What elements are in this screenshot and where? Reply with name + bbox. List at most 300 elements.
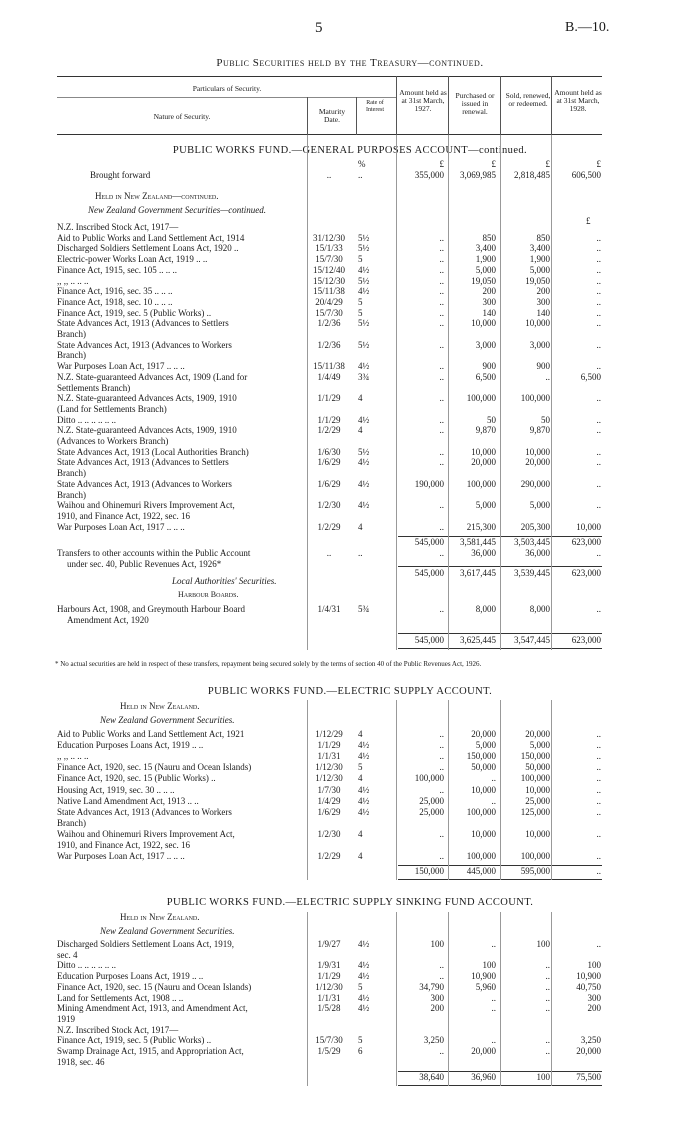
cell-name: N.Z. State-guaranteed Advances Acts, 1909, 1910	[57, 425, 237, 436]
table-row	[0, 233, 700, 244]
cell-a: ..	[439, 960, 444, 971]
cell-b: 20,000	[471, 457, 496, 468]
table-row	[0, 425, 700, 436]
table-row	[0, 436, 700, 447]
cell-d: ..	[596, 740, 601, 751]
cell-c: 50,000	[525, 762, 550, 773]
cell-a: ..	[439, 457, 444, 468]
cell-d: 3,250	[580, 1035, 601, 1046]
nz-gov-securities-heading: New Zealand Government Securities—continued.	[88, 205, 266, 215]
cell-d: 10,900	[576, 971, 601, 982]
s3-rule-v5	[500, 912, 501, 1086]
cell-d: ..	[596, 795, 601, 806]
section-title-sinking-fund: PUBLIC WORKS FUND.—ELECTRIC SUPPLY SINKING FUND ACCOUNT.	[166, 897, 534, 908]
cell-c: 50	[541, 414, 550, 425]
cell-c: 900	[536, 361, 550, 372]
col-rate: Rate of Interest	[366, 100, 384, 113]
cell-a: 34,790	[419, 981, 444, 992]
cell-b: 10,000	[471, 446, 496, 457]
cell-c: 3,400	[529, 243, 550, 254]
cell-c: ..	[545, 1046, 550, 1056]
cell-a: ..	[439, 232, 444, 243]
cell-rate: 4½	[358, 939, 370, 949]
table-row	[0, 773, 700, 784]
cell-b: ..	[491, 795, 496, 806]
table-row	[0, 457, 700, 468]
cell-mat: 1/1/31	[317, 992, 341, 1003]
cell-a: ..	[439, 740, 444, 751]
table-row	[0, 982, 700, 993]
cell-name: Education Purposes Loans Act, 1919 .. ..	[57, 971, 204, 982]
cell-d: 300	[587, 992, 601, 1003]
cell-b: 50	[487, 414, 496, 425]
cell-a: ..	[439, 425, 444, 436]
cell-mat: 15/12/30	[312, 275, 345, 286]
transfers-row-cont: under sec. 40, Public Revenues Act, 1926*	[67, 559, 222, 569]
cell-c: 5,000	[529, 500, 550, 511]
table-row	[0, 372, 700, 383]
cell-b: 10,000	[471, 828, 496, 839]
cell-rate: 5½	[358, 318, 370, 329]
s2-held-nz-heading: Held in New Zealand.	[120, 701, 200, 711]
document-reference: B.—10.	[565, 20, 610, 35]
cell-d: ..	[596, 425, 601, 436]
harbour-row-cont: Amendment Act, 1920	[67, 615, 149, 625]
table-row	[0, 818, 700, 829]
cell-name: State Advances Act, 1913 (Advances to Workers	[57, 339, 232, 350]
cell-name: Finance Act, 1920, sec. 15 (Public Works) ..	[57, 773, 216, 784]
cell-b: 300	[482, 296, 496, 307]
cell-a: ..	[439, 971, 444, 982]
cell-c: 300	[536, 296, 550, 307]
cell-c: 25,000	[525, 795, 550, 806]
cell-a: ..	[439, 371, 444, 382]
cell-mat: 1/2/36	[317, 339, 341, 350]
cell-name: War Purposes Loan Act, 1917 .. .. ..	[57, 361, 185, 372]
cell-a: ..	[439, 828, 444, 839]
cell-name: Discharged Soldiers Settlement Loans Act, 1920 ..	[57, 243, 239, 254]
cell-c: 5,000	[529, 264, 550, 275]
cell-name: Discharged Soldiers Settlement Loans Act, 1919,	[57, 939, 235, 949]
cell-mat: 1/6/29	[317, 457, 341, 468]
table-row	[0, 960, 700, 971]
s3-rule-v4	[448, 912, 449, 1086]
cell-a: ..	[439, 264, 444, 275]
cell-a: ..	[439, 446, 444, 457]
table-row	[0, 329, 700, 340]
cell-b: 140	[482, 307, 496, 318]
cell-d: ..	[596, 806, 601, 817]
cell-b: ..	[491, 773, 496, 784]
table-row	[0, 297, 700, 308]
cell-c: 100,000	[520, 773, 550, 784]
cell-a: ..	[439, 851, 444, 862]
table-row	[0, 939, 700, 950]
table-row	[0, 243, 700, 254]
cell-d: 6,500	[580, 371, 601, 382]
cell-name: Finance Act, 1919, sec. 5 (Public Works) ..	[57, 1035, 212, 1046]
table-row	[0, 1046, 700, 1057]
cell-rate: 4½	[358, 264, 370, 275]
cell-a: ..	[439, 393, 444, 404]
cell-a: ..	[439, 521, 444, 532]
cell-rate: 4½	[358, 414, 370, 425]
s2-rule-v1	[307, 700, 308, 880]
cell-a: 190,000	[414, 478, 444, 489]
cell-b: 20,000	[471, 1046, 496, 1056]
s3-rule-v1	[307, 912, 308, 1086]
table-row	[0, 993, 700, 1004]
cell-d: ..	[596, 232, 601, 243]
cell-name: (Advances to Workers Branch)	[57, 436, 169, 446]
cell-rate: 4½	[358, 960, 370, 971]
body-rule-v4	[448, 135, 449, 650]
cell-name: (Land for Settlements Branch)	[57, 403, 167, 414]
s2-rule-v6	[551, 700, 552, 880]
cell-mat: 1/2/30	[317, 500, 341, 511]
s2-rule-v4	[448, 700, 449, 880]
cell-mat: 1/6/30	[317, 446, 341, 457]
cell-rate: 5½	[358, 275, 370, 286]
cell-mat: 1/2/29	[317, 851, 341, 862]
cell-b: 100,000	[466, 478, 496, 489]
cell-name: State Advances Act, 1913 (Local Authorities Branch)	[57, 446, 249, 457]
table-row	[0, 415, 700, 426]
cell-d: 100	[587, 960, 601, 971]
cell-rate: 5	[358, 254, 363, 265]
col-nature: Nature of Security.	[153, 112, 211, 121]
cell-mat: 1/12/30	[315, 762, 343, 773]
cell-name: 1919	[57, 1013, 75, 1024]
cell-name: War Purposes Loan Act, 1917 .. .. ..	[57, 521, 185, 532]
cell-name: Waihou and Ohinemuri Rivers Improvement Act,	[57, 500, 235, 511]
cell-rate: 4½	[358, 795, 370, 806]
cell-rate: 4	[358, 425, 363, 436]
s2-nz-gov-heading: New Zealand Government Securities.	[100, 715, 235, 725]
brought-forward-row: Brought forward .. .. 355,000 3,069,985 2,818,485 606,500	[90, 170, 601, 180]
table-row	[0, 308, 700, 319]
cell-name: Finance Act, 1919, sec. 5 (Public Works) ..	[57, 307, 212, 318]
local-authorities-heading: Local Authorities' Securities.	[172, 576, 277, 586]
cell-a: 100,000	[414, 773, 444, 784]
cell-b: 1,900	[475, 254, 496, 265]
cell-b: 10,900	[471, 971, 496, 982]
cell-rate: 5	[358, 307, 363, 318]
cell-c: 290,000	[520, 478, 550, 489]
cell-rate: 4	[358, 521, 363, 532]
s3-total-row: 38,640 36,960 100 75,500	[419, 1072, 601, 1082]
cell-c: 3,000	[529, 339, 550, 350]
table-row	[0, 511, 700, 522]
cell-c: ..	[545, 960, 550, 971]
cell-name: ,, ,, .. .. ..	[57, 275, 89, 286]
table-row	[0, 286, 700, 297]
cell-c: 10,000	[525, 828, 550, 839]
cell-mat: 15/7/30	[315, 1035, 343, 1046]
cell-b: 100	[482, 960, 496, 971]
section-title-electric-supply: PUBLIC WORKS FUND.—ELECTRIC SUPPLY ACCOUNT.	[207, 686, 493, 697]
cell-rate: 4	[358, 773, 363, 784]
cell-a: ..	[439, 762, 444, 773]
s1-subtotal2-row: 545,000 3,617,445 3,539,445 623,000	[414, 568, 601, 578]
table-row	[0, 222, 700, 233]
cell-d: ..	[596, 264, 601, 275]
cell-name: N.Z. State-guaranteed Advances Act, 1909 (Land for	[57, 371, 248, 382]
col-held-1927: Amount held as at 31st March, 1927.	[399, 88, 447, 113]
table-row	[0, 1025, 700, 1036]
cell-rate: 4½	[358, 500, 370, 511]
cell-b: 215,300	[466, 521, 496, 532]
cell-d: ..	[596, 446, 601, 457]
cell-a: ..	[439, 751, 444, 762]
cell-d: ..	[596, 828, 601, 839]
table-row	[0, 404, 700, 415]
rule-v6	[551, 76, 552, 135]
cell-b: 100,000	[466, 806, 496, 817]
header-rule-bottom	[57, 134, 602, 135]
cell-a: ..	[439, 243, 444, 254]
cell-c: 100,000	[520, 851, 550, 862]
cell-rate: 4½	[358, 1003, 370, 1014]
cell-name: N.Z. State-guaranteed Advances Acts, 1909, 1910	[57, 393, 237, 404]
cell-c: 140	[536, 307, 550, 318]
cell-b: 9,870	[475, 425, 496, 436]
cell-c: ..	[545, 1035, 550, 1046]
cell-name: Ditto .. .. .. .. .. ..	[57, 960, 117, 971]
s2-rule-v5	[500, 700, 501, 880]
pound-sign: £	[586, 216, 591, 226]
cell-d: ..	[596, 286, 601, 297]
cell-name: Branch)	[57, 489, 86, 500]
cell-d: ..	[596, 393, 601, 404]
cell-d: ..	[596, 243, 601, 254]
cell-a: 25,000	[419, 795, 444, 806]
cell-d: ..	[596, 751, 601, 762]
cell-mat: 1/6/29	[317, 478, 341, 489]
cell-c: 10,000	[525, 784, 550, 795]
table-row	[0, 1014, 700, 1025]
cell-c: ..	[545, 371, 550, 382]
cell-d: ..	[596, 339, 601, 350]
cell-name: Finance Act, 1918, sec. 10 .. .. ..	[57, 296, 173, 307]
cell-rate: 5	[358, 1035, 363, 1046]
cell-a: ..	[439, 500, 444, 511]
header-rule-top	[57, 76, 602, 77]
cell-a: ..	[439, 414, 444, 425]
page-number: 5	[315, 20, 323, 36]
cell-a: ..	[439, 275, 444, 286]
cell-c: ..	[545, 981, 550, 992]
table-row	[0, 751, 700, 762]
cell-d: ..	[596, 318, 601, 329]
cell-d: ..	[596, 773, 601, 784]
cell-name: Housing Act, 1919, sec. 30 .. .. ..	[57, 784, 175, 795]
table-row	[0, 796, 700, 807]
cell-d: ..	[596, 457, 601, 468]
cell-mat: 15/1/33	[315, 243, 343, 254]
cell-b: 100,000	[466, 851, 496, 862]
cell-mat: 1/1/29	[317, 414, 341, 425]
cell-c: ..	[545, 1003, 550, 1014]
cell-name: Aid to Public Works and Land Settlement Act, 1921	[57, 729, 245, 739]
table-row	[0, 971, 700, 982]
cell-name: Branch)	[57, 468, 86, 479]
cell-b: 5,000	[475, 500, 496, 511]
table-row	[0, 729, 700, 740]
cell-d: ..	[596, 762, 601, 773]
cell-name: 1910, and Finance Act, 1922, sec. 16	[57, 510, 190, 521]
cell-d: ..	[596, 414, 601, 425]
cell-a: ..	[439, 339, 444, 350]
s2-rule-v3	[396, 700, 397, 880]
s3-rule-v3	[396, 912, 397, 1086]
cell-name: 1910, and Finance Act, 1922, sec. 16	[57, 840, 190, 850]
cell-b: ..	[491, 939, 496, 949]
cell-rate: 4	[358, 851, 363, 862]
cell-c: 100	[536, 939, 550, 949]
cell-mat: 15/7/30	[315, 254, 343, 265]
cell-c: 1,900	[529, 254, 550, 265]
held-nz-heading: Held in New Zealand—continued.	[95, 191, 219, 201]
col-purchased: Purchased or issued in renewal.	[455, 91, 495, 116]
cell-rate: 5½	[358, 339, 370, 350]
cell-b: 3,400	[475, 243, 496, 254]
cell-name: Branch)	[57, 817, 86, 828]
cell-rate: 5	[358, 296, 363, 307]
s3-held-nz-heading: Held in New Zealand.	[120, 912, 200, 922]
cell-rate: 4½	[358, 971, 370, 982]
cell-mat: 1/12/30	[315, 981, 343, 992]
table-row	[0, 447, 700, 458]
cell-mat: 1/1/29	[317, 971, 341, 982]
table-row	[0, 479, 700, 490]
table-row	[0, 340, 700, 351]
cell-b: 19,050	[471, 275, 496, 286]
cell-name: Finance Act, 1920, sec. 15 (Nauru and Ocean Islands)	[57, 981, 252, 992]
footnote: * No actual securities are held in respect of these transfers, repayment being secured solely by the terms of section 40 of the Public Revenues Act, 1926.	[55, 660, 482, 668]
cell-b: 20,000	[471, 729, 496, 739]
table-row	[0, 522, 700, 533]
table-row	[0, 1035, 700, 1046]
cell-a: 3,250	[423, 1035, 444, 1046]
cell-d: ..	[596, 851, 601, 862]
cell-b: ..	[491, 992, 496, 1003]
s3-rule-v6	[551, 912, 552, 1086]
cell-c: 20,000	[525, 729, 550, 739]
s1-subtotal-row: 545,000 3,581,445 3,503,445 623,000	[414, 537, 601, 547]
cell-rate: 4½	[358, 478, 370, 489]
cell-d: ..	[596, 275, 601, 286]
s1-total-row: 545,000 3,625,445 3,547,445 623,000	[414, 635, 601, 645]
cell-d: 10,000	[576, 521, 601, 532]
cell-mat: 1/6/29	[317, 806, 341, 817]
cell-name: Native Land Amendment Act, 1913 .. ..	[57, 795, 199, 806]
cell-name: Education Purposes Loans Act, 1919 .. ..	[57, 740, 204, 751]
cell-name: Mining Amendment Act, 1913, and Amendment Act,	[57, 1003, 248, 1014]
cell-mat: 1/4/49	[317, 371, 341, 382]
cell-mat: 1/5/28	[317, 1003, 341, 1014]
cell-rate: 4½	[358, 740, 370, 751]
cell-name: Aid to Public Works and Land Settlement Act, 1914	[57, 232, 245, 243]
cell-name: sec. 4	[57, 949, 78, 960]
cell-name: N.Z. Inscribed Stock Act, 1917—	[57, 222, 179, 232]
cell-mat: 1/12/30	[315, 773, 343, 784]
cell-d: ..	[596, 361, 601, 372]
cell-c: 19,050	[525, 275, 550, 286]
rule-v3	[396, 76, 397, 135]
cell-name: State Advances Act, 1913 (Advances to Workers	[57, 806, 232, 817]
cell-d: ..	[596, 939, 601, 949]
cell-rate: 5½	[358, 243, 370, 254]
table-title: Public Securities held by the Treasury—continued.	[216, 57, 484, 69]
cell-a: ..	[439, 307, 444, 318]
table-row	[0, 950, 700, 961]
cell-mat: 1/9/31	[317, 960, 341, 971]
header-rule-mid	[57, 97, 397, 98]
cell-a: ..	[439, 361, 444, 372]
cell-rate: 4	[358, 393, 363, 404]
cell-mat: 1/2/29	[317, 521, 341, 532]
cell-c: 125,000	[520, 806, 550, 817]
cell-c: 9,870	[529, 425, 550, 436]
cell-c: 20,000	[525, 457, 550, 468]
cell-a: ..	[439, 286, 444, 297]
cell-name: N.Z. Inscribed Stock Act, 1917—	[57, 1024, 179, 1035]
cell-rate: 4½	[358, 751, 370, 762]
cell-mat: 1/1/29	[317, 740, 341, 751]
cell-c: 100,000	[520, 393, 550, 404]
cell-a: 25,000	[419, 806, 444, 817]
table-row	[0, 785, 700, 796]
cell-d: 40,750	[576, 981, 601, 992]
table-row	[0, 1003, 700, 1014]
cell-mat: 1/1/29	[317, 393, 341, 404]
table-row	[0, 500, 700, 511]
cell-d: ..	[596, 500, 601, 511]
cell-b: 200	[482, 286, 496, 297]
cell-name: 1918, sec. 46	[57, 1056, 105, 1067]
table-row	[0, 851, 700, 862]
cell-name: State Advances Act, 1913 (Advances to Settlers	[57, 457, 229, 468]
cell-mat: 20/4/29	[315, 296, 343, 307]
cell-b: 50,000	[471, 762, 496, 773]
cell-a: ..	[439, 1046, 444, 1056]
s2-total-row: 150,000 445,000 595,000 ..	[414, 866, 601, 876]
cell-mat: 15/11/38	[313, 361, 345, 372]
rule-v2	[356, 97, 357, 135]
cell-mat: 1/5/29	[317, 1046, 341, 1056]
cell-name: Swamp Drainage Act, 1915, and Appropriation Act,	[57, 1046, 244, 1056]
cell-mat: 1/2/36	[317, 318, 341, 329]
cell-mat: 1/9/27	[317, 939, 341, 949]
cell-name: Finance Act, 1916, sec. 35 .. .. ..	[57, 286, 173, 297]
cell-a: 100	[430, 939, 444, 949]
col-sold: Sold, renewed, or redeemed.	[505, 91, 551, 108]
table-row	[0, 762, 700, 773]
cell-mat: 15/12/40	[312, 264, 345, 275]
table-row	[0, 807, 700, 818]
body-rule-v1	[307, 135, 308, 650]
rule-v5	[500, 76, 501, 135]
section-title-general-purposes: PUBLIC WORKS FUND.—GENERAL PURPOSES ACCOUNT—continued.	[172, 145, 528, 156]
cell-d: 20,000	[576, 1046, 601, 1056]
cell-name: War Purposes Loan Act, 1917 .. .. ..	[57, 851, 185, 862]
table-row	[0, 829, 700, 840]
units-row: % £ £ £ £	[358, 159, 601, 169]
cell-name: Finance Act, 1915, sec. 105 .. .. ..	[57, 264, 177, 275]
cell-rate: 4½	[358, 286, 370, 297]
table-row	[0, 383, 700, 394]
